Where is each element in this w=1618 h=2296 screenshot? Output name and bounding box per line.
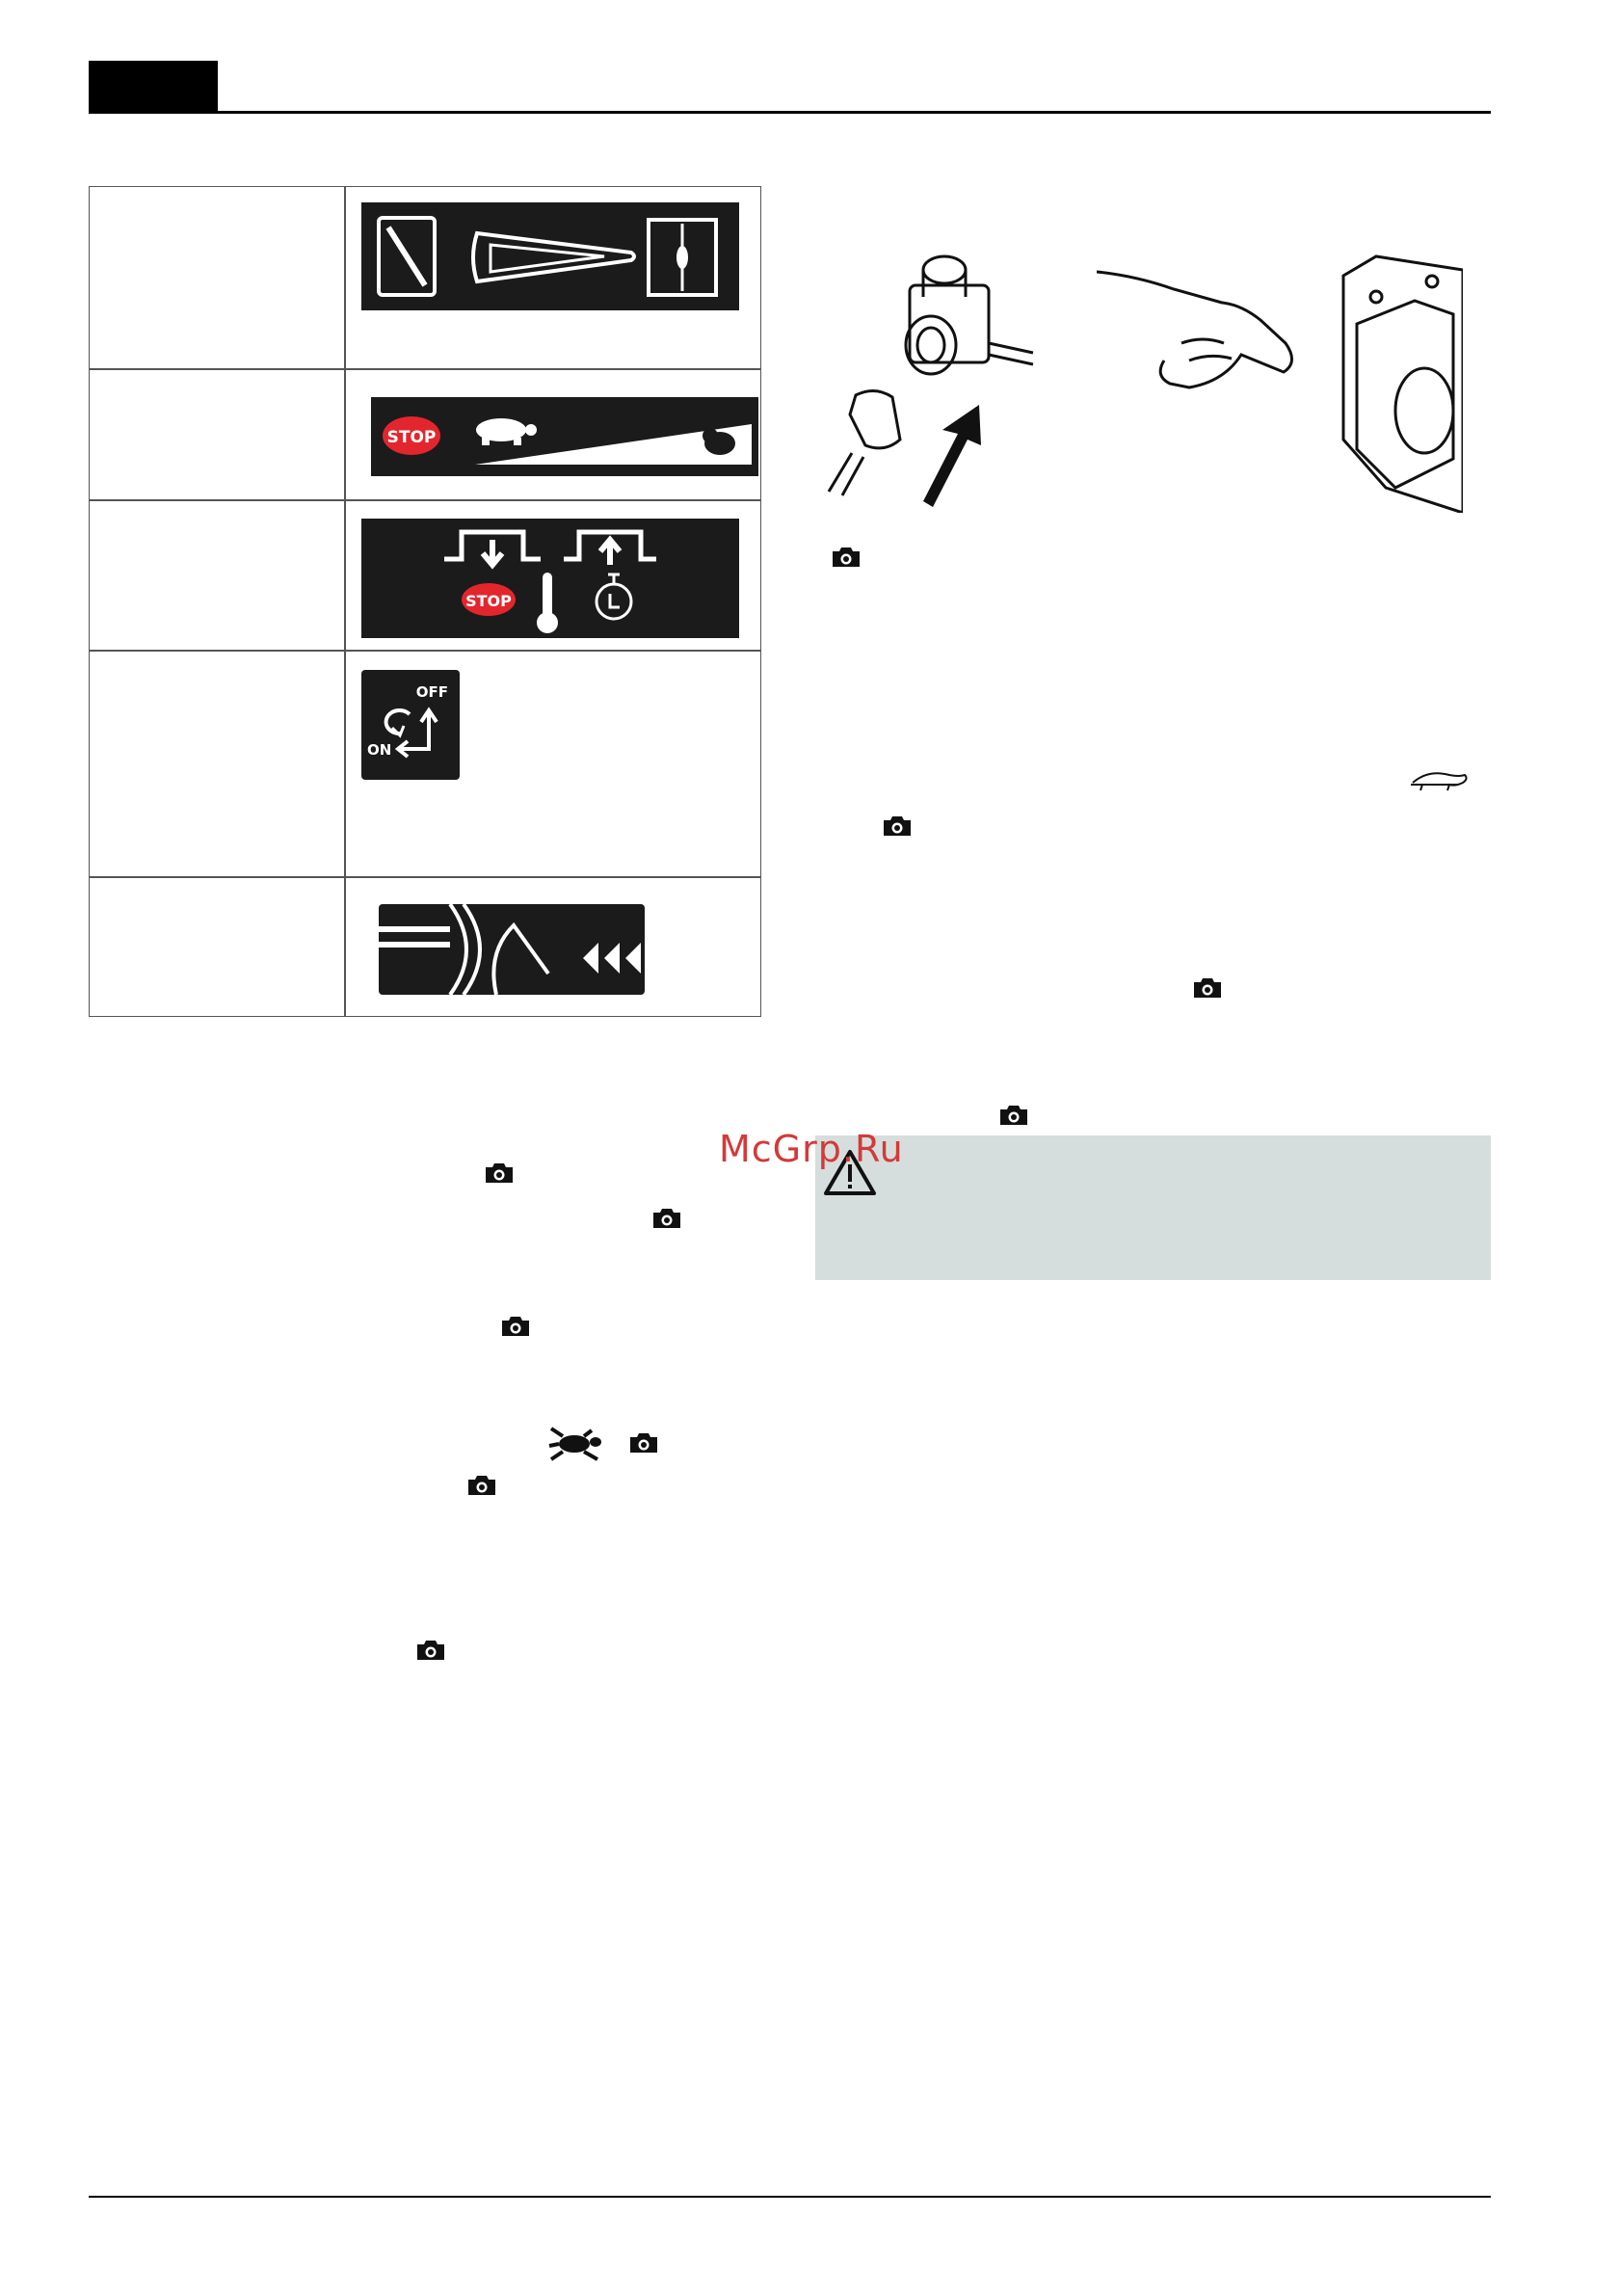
camera-icon: [628, 1432, 659, 1454]
watermark-text: McGrp.Ru: [719, 1128, 904, 1170]
off-text: OFF: [415, 683, 448, 701]
primer-label-icon: [379, 904, 645, 995]
warning-box: [815, 1135, 1491, 1280]
camera-icon: [415, 1640, 446, 1661]
fuel-valve-label-icon: [361, 670, 460, 780]
table-column-divider: [344, 187, 346, 1016]
choke-label-icon: [361, 202, 739, 310]
hand-pressing-illustration: [1097, 247, 1463, 513]
table-row-divider: [90, 499, 760, 501]
footer-rule: [89, 2196, 1491, 2198]
stop-text: STOP: [386, 428, 437, 447]
fuel-connector-illustration: [817, 251, 1048, 511]
table-row-divider: [90, 876, 760, 878]
camera-icon: [500, 1316, 531, 1337]
throttle-label-icon: [371, 397, 758, 476]
on-text: ON: [367, 741, 392, 759]
camera-icon: [998, 1105, 1029, 1126]
turtle-icon: [1409, 767, 1471, 792]
table-row-divider: [90, 368, 760, 370]
header-tab: [89, 61, 218, 113]
camera-icon: [466, 1475, 497, 1496]
camera-icon: [882, 815, 913, 837]
camera-icon: [651, 1208, 682, 1229]
stop-text: STOP: [465, 592, 512, 610]
engine-start-stop-label-icon: [361, 519, 739, 638]
camera-icon: [484, 1162, 515, 1184]
camera-icon: [831, 547, 862, 568]
table-row-divider: [90, 650, 760, 652]
header-rule: [89, 111, 1491, 114]
turtle-icon: [547, 1427, 607, 1461]
camera-icon: [1192, 977, 1223, 999]
symbols-table: [89, 186, 761, 1017]
